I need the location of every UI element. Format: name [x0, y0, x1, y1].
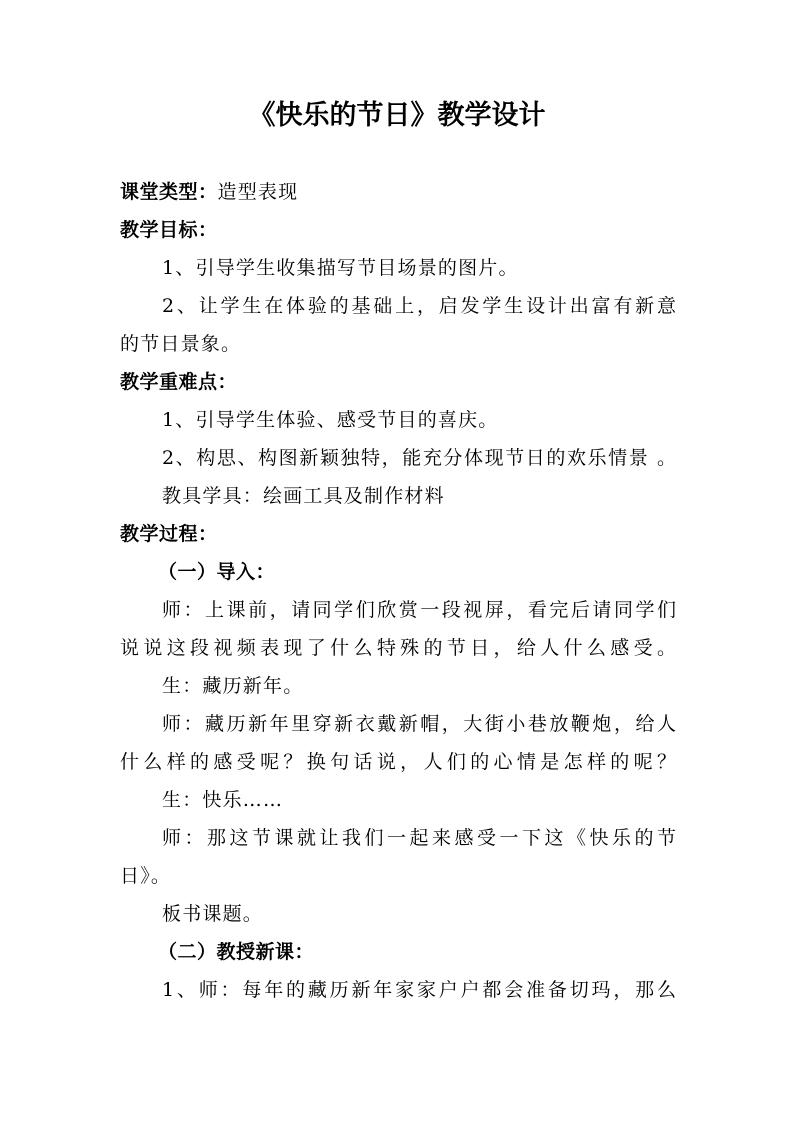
course-type-value: 造型表现 — [217, 181, 299, 203]
paragraph-line: 师：那这节课就让我们一起来感受一下这《快乐的节 — [162, 827, 676, 849]
course-type-label: 课堂类型： — [120, 181, 218, 203]
document-title: 《快乐的节日》教学设计 — [248, 100, 546, 131]
paragraph-line: 师：藏历新年里穿新衣戴新帽，大街小巷放鞭炮，给人 — [162, 713, 676, 735]
process-heading: 教学过程： — [120, 523, 218, 545]
objective-2-line-1: 2、让学生在体验的基础上，启发学生设计出富有新意 — [162, 295, 676, 317]
paragraph-line: 生：藏历新年。 — [162, 675, 304, 697]
paragraph-line: 1、师：每年的藏历新年家家户户都会准备切玛，那么 — [162, 979, 676, 1001]
section-new-lesson-heading: （二）教授新课： — [158, 941, 315, 963]
section-intro-heading: （一）导入： — [158, 561, 276, 583]
key-point-2: 2、构思、构图新颖独特，能充分体现节日的欢乐情景 。 — [162, 447, 676, 469]
key-points-heading: 教学重难点： — [120, 371, 238, 393]
objectives-heading: 教学目标： — [120, 219, 218, 241]
paragraph-line: 生：快乐…… — [162, 789, 284, 811]
objective-2-line-2: 的节日景象。 — [120, 333, 242, 355]
paragraph-line: 日》。 — [120, 865, 172, 887]
key-point-1: 1、引导学生体验、感受节目的喜庆。 — [162, 409, 499, 431]
paragraph-line: 板书课题。 — [162, 903, 264, 925]
course-type-line — [120, 177, 676, 207]
paragraph-line: 什么样的感受呢？换句话说，人们的心情是怎样的呢？ — [120, 751, 676, 773]
paragraph-line: 说说这段视频表现了什么特殊的节日，给人什么感受。 — [120, 637, 676, 659]
teaching-aids: 教具学具：绘画工具及制作材料 — [162, 485, 445, 507]
objective-1: 1、引导学生收集描写节目场景的图片。 — [162, 257, 519, 279]
paragraph-line: 师：上课前，请同学们欣赏一段视屏，看完后请同学们 — [162, 599, 676, 621]
